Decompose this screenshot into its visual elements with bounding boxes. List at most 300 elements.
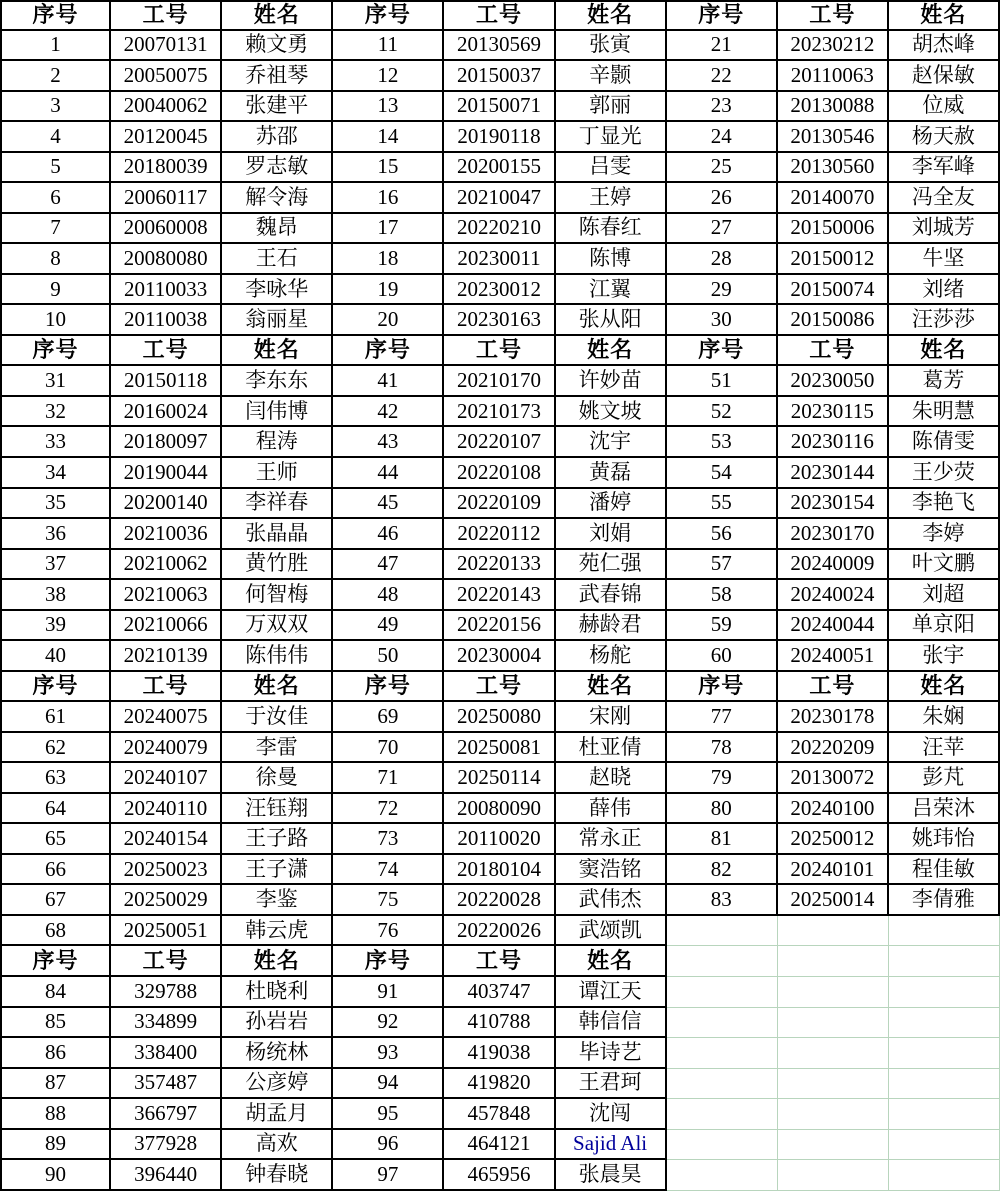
empty-cell[interactable] xyxy=(889,1099,1000,1130)
empty-cell[interactable] xyxy=(889,946,1000,977)
cell-serial[interactable]: 48 xyxy=(333,580,444,611)
cell-serial[interactable]: 74 xyxy=(333,855,444,886)
cell-serial[interactable]: 44 xyxy=(333,458,444,489)
cell-serial[interactable]: 20 xyxy=(333,305,444,336)
cell-name[interactable]: 黄竹胜 xyxy=(222,550,333,581)
cell-employee-id[interactable]: 20110038 xyxy=(111,305,222,336)
cell-name[interactable]: 张建平 xyxy=(222,92,333,123)
cell-serial[interactable]: 32 xyxy=(0,397,111,428)
header-name[interactable]: 姓名 xyxy=(889,672,1000,703)
cell-employee-id[interactable]: 20250012 xyxy=(778,824,889,855)
cell-name[interactable]: 陈倩雯 xyxy=(889,427,1000,458)
cell-employee-id[interactable]: 20210170 xyxy=(444,366,555,397)
cell-employee-id[interactable]: 20250081 xyxy=(444,733,555,764)
cell-serial[interactable]: 65 xyxy=(0,824,111,855)
cell-employee-id[interactable]: 20200140 xyxy=(111,489,222,520)
cell-serial[interactable]: 12 xyxy=(333,61,444,92)
cell-serial[interactable]: 28 xyxy=(667,244,778,275)
cell-name[interactable]: 程佳敏 xyxy=(889,855,1000,886)
cell-name[interactable]: 陈春红 xyxy=(556,214,667,245)
empty-cell[interactable] xyxy=(667,1160,778,1191)
cell-name[interactable]: 李艳飞 xyxy=(889,489,1000,520)
cell-name[interactable]: 沈宇 xyxy=(556,427,667,458)
cell-employee-id[interactable]: 20130546 xyxy=(778,122,889,153)
cell-serial[interactable]: 58 xyxy=(667,580,778,611)
cell-employee-id[interactable]: 20180039 xyxy=(111,153,222,184)
cell-serial[interactable]: 97 xyxy=(333,1160,444,1191)
cell-employee-id[interactable]: 20250014 xyxy=(778,885,889,916)
cell-serial[interactable]: 21 xyxy=(667,31,778,62)
cell-serial[interactable]: 75 xyxy=(333,885,444,916)
cell-name[interactable]: 朱明慧 xyxy=(889,397,1000,428)
cell-name[interactable]: 刘绪 xyxy=(889,275,1000,306)
cell-serial[interactable]: 86 xyxy=(0,1038,111,1069)
cell-employee-id[interactable]: 329788 xyxy=(111,977,222,1008)
cell-employee-id[interactable]: 419820 xyxy=(444,1069,555,1100)
cell-serial[interactable]: 19 xyxy=(333,275,444,306)
header-serial[interactable]: 序号 xyxy=(0,0,111,31)
cell-name[interactable]: 程涛 xyxy=(222,427,333,458)
cell-serial[interactable]: 69 xyxy=(333,702,444,733)
cell-employee-id[interactable]: 366797 xyxy=(111,1099,222,1130)
cell-employee-id[interactable]: 20130088 xyxy=(778,92,889,123)
cell-name[interactable]: 王石 xyxy=(222,244,333,275)
header-employee-id[interactable]: 工号 xyxy=(778,672,889,703)
cell-name[interactable]: 汪莎莎 xyxy=(889,305,1000,336)
cell-name[interactable]: 许妙苗 xyxy=(556,366,667,397)
cell-serial[interactable]: 76 xyxy=(333,916,444,947)
cell-employee-id[interactable]: 20240024 xyxy=(778,580,889,611)
cell-serial[interactable]: 64 xyxy=(0,794,111,825)
cell-name[interactable]: 王子潇 xyxy=(222,855,333,886)
cell-serial[interactable]: 43 xyxy=(333,427,444,458)
cell-name[interactable]: 薛伟 xyxy=(556,794,667,825)
cell-serial[interactable]: 55 xyxy=(667,489,778,520)
cell-serial[interactable]: 96 xyxy=(333,1130,444,1161)
cell-employee-id[interactable]: 20060117 xyxy=(111,183,222,214)
cell-name[interactable]: 张寅 xyxy=(556,31,667,62)
cell-serial[interactable]: 16 xyxy=(333,183,444,214)
cell-name[interactable]: 黄磊 xyxy=(556,458,667,489)
cell-serial[interactable]: 24 xyxy=(667,122,778,153)
cell-employee-id[interactable]: 20240009 xyxy=(778,550,889,581)
cell-name[interactable]: 李祥春 xyxy=(222,489,333,520)
header-name[interactable]: 姓名 xyxy=(556,336,667,367)
empty-cell[interactable] xyxy=(778,1008,889,1039)
header-serial[interactable]: 序号 xyxy=(333,336,444,367)
cell-employee-id[interactable]: 20120045 xyxy=(111,122,222,153)
cell-serial[interactable]: 85 xyxy=(0,1008,111,1039)
cell-name[interactable]: 刘娟 xyxy=(556,519,667,550)
cell-name[interactable]: 吕雯 xyxy=(556,153,667,184)
cell-employee-id[interactable]: 20060008 xyxy=(111,214,222,245)
cell-serial[interactable]: 61 xyxy=(0,702,111,733)
cell-employee-id[interactable]: 20160024 xyxy=(111,397,222,428)
cell-name[interactable]: 苑仁强 xyxy=(556,550,667,581)
cell-serial[interactable]: 22 xyxy=(667,61,778,92)
cell-serial[interactable]: 68 xyxy=(0,916,111,947)
cell-employee-id[interactable]: 20210036 xyxy=(111,519,222,550)
header-serial[interactable]: 序号 xyxy=(333,946,444,977)
cell-employee-id[interactable]: 20150012 xyxy=(778,244,889,275)
cell-name[interactable]: 李军峰 xyxy=(889,153,1000,184)
cell-employee-id[interactable]: 20230115 xyxy=(778,397,889,428)
header-name[interactable]: 姓名 xyxy=(222,946,333,977)
cell-serial[interactable]: 27 xyxy=(667,214,778,245)
empty-cell[interactable] xyxy=(667,1008,778,1039)
empty-cell[interactable] xyxy=(889,1160,1000,1191)
cell-name[interactable]: 冯全友 xyxy=(889,183,1000,214)
cell-employee-id[interactable]: 20150118 xyxy=(111,366,222,397)
cell-employee-id[interactable]: 20110063 xyxy=(778,61,889,92)
cell-name[interactable]: 陈伟伟 xyxy=(222,641,333,672)
cell-employee-id[interactable]: 20210173 xyxy=(444,397,555,428)
empty-cell[interactable] xyxy=(778,1069,889,1100)
cell-name[interactable]: 郭丽 xyxy=(556,92,667,123)
cell-serial[interactable]: 29 xyxy=(667,275,778,306)
cell-employee-id[interactable]: 20250051 xyxy=(111,916,222,947)
cell-serial[interactable]: 37 xyxy=(0,550,111,581)
cell-employee-id[interactable]: 20240107 xyxy=(111,763,222,794)
cell-serial[interactable]: 49 xyxy=(333,611,444,642)
empty-cell[interactable] xyxy=(889,1069,1000,1100)
cell-employee-id[interactable]: 334899 xyxy=(111,1008,222,1039)
cell-serial[interactable]: 23 xyxy=(667,92,778,123)
cell-name[interactable]: 江翼 xyxy=(556,275,667,306)
cell-name[interactable]: 陈博 xyxy=(556,244,667,275)
header-name[interactable]: 姓名 xyxy=(222,0,333,31)
cell-employee-id[interactable]: 20130072 xyxy=(778,763,889,794)
cell-serial[interactable]: 84 xyxy=(0,977,111,1008)
cell-serial[interactable]: 95 xyxy=(333,1099,444,1130)
empty-cell[interactable] xyxy=(889,1038,1000,1069)
cell-employee-id[interactable]: 20190118 xyxy=(444,122,555,153)
cell-name[interactable]: 魏昂 xyxy=(222,214,333,245)
empty-cell[interactable] xyxy=(778,1130,889,1161)
cell-employee-id[interactable]: 20080080 xyxy=(111,244,222,275)
cell-name[interactable]: 翁丽星 xyxy=(222,305,333,336)
cell-serial[interactable]: 26 xyxy=(667,183,778,214)
cell-employee-id[interactable]: 20220107 xyxy=(444,427,555,458)
empty-cell[interactable] xyxy=(778,1160,889,1191)
cell-name[interactable]: 位威 xyxy=(889,92,1000,123)
header-employee-id[interactable]: 工号 xyxy=(111,946,222,977)
cell-name[interactable]: 王师 xyxy=(222,458,333,489)
cell-employee-id[interactable]: 20150086 xyxy=(778,305,889,336)
cell-serial[interactable]: 72 xyxy=(333,794,444,825)
cell-employee-id[interactable]: 20230116 xyxy=(778,427,889,458)
cell-employee-id[interactable]: 20130569 xyxy=(444,31,555,62)
cell-name[interactable]: 张宇 xyxy=(889,641,1000,672)
cell-name[interactable]: 刘城芳 xyxy=(889,214,1000,245)
empty-cell[interactable] xyxy=(889,916,1000,947)
cell-name[interactable]: 钟春晓 xyxy=(222,1160,333,1191)
cell-name[interactable]: 姚文坡 xyxy=(556,397,667,428)
cell-name[interactable]: 苏邵 xyxy=(222,122,333,153)
header-employee-id[interactable]: 工号 xyxy=(778,0,889,31)
cell-name[interactable]: 丁显光 xyxy=(556,122,667,153)
cell-name[interactable]: 武春锦 xyxy=(556,580,667,611)
header-serial[interactable]: 序号 xyxy=(0,336,111,367)
cell-name[interactable]: 汪苹 xyxy=(889,733,1000,764)
cell-serial[interactable]: 66 xyxy=(0,855,111,886)
cell-employee-id[interactable]: 457848 xyxy=(444,1099,555,1130)
cell-name[interactable]: 闫伟博 xyxy=(222,397,333,428)
cell-employee-id[interactable]: 20210066 xyxy=(111,611,222,642)
cell-serial[interactable]: 78 xyxy=(667,733,778,764)
cell-employee-id[interactable]: 20230050 xyxy=(778,366,889,397)
header-serial[interactable]: 序号 xyxy=(667,0,778,31)
cell-serial[interactable]: 63 xyxy=(0,763,111,794)
cell-employee-id[interactable]: 403747 xyxy=(444,977,555,1008)
cell-name[interactable]: 谭江天 xyxy=(556,977,667,1008)
header-employee-id[interactable]: 工号 xyxy=(444,0,555,31)
header-serial[interactable]: 序号 xyxy=(0,672,111,703)
cell-employee-id[interactable]: 20210139 xyxy=(111,641,222,672)
cell-employee-id[interactable]: 20210062 xyxy=(111,550,222,581)
cell-serial[interactable]: 51 xyxy=(667,366,778,397)
cell-serial[interactable]: 91 xyxy=(333,977,444,1008)
cell-name[interactable]: 于汝佳 xyxy=(222,702,333,733)
cell-name[interactable]: 王少荧 xyxy=(889,458,1000,489)
cell-name[interactable]: 公彦婷 xyxy=(222,1069,333,1100)
cell-serial[interactable]: 53 xyxy=(667,427,778,458)
header-name[interactable]: 姓名 xyxy=(556,672,667,703)
cell-name[interactable]: 罗志敏 xyxy=(222,153,333,184)
cell-serial[interactable]: 10 xyxy=(0,305,111,336)
cell-serial[interactable]: 56 xyxy=(667,519,778,550)
cell-serial[interactable]: 39 xyxy=(0,611,111,642)
cell-employee-id[interactable]: 20250029 xyxy=(111,885,222,916)
cell-employee-id[interactable]: 20050075 xyxy=(111,61,222,92)
cell-serial[interactable]: 52 xyxy=(667,397,778,428)
cell-serial[interactable]: 90 xyxy=(0,1160,111,1191)
cell-name[interactable]: 辛颢 xyxy=(556,61,667,92)
cell-serial[interactable]: 80 xyxy=(667,794,778,825)
cell-employee-id[interactable]: 20220143 xyxy=(444,580,555,611)
cell-serial[interactable]: 94 xyxy=(333,1069,444,1100)
empty-cell[interactable] xyxy=(778,1099,889,1130)
cell-serial[interactable]: 11 xyxy=(333,31,444,62)
cell-employee-id[interactable]: 20180104 xyxy=(444,855,555,886)
cell-employee-id[interactable]: 20220156 xyxy=(444,611,555,642)
cell-employee-id[interactable]: 20220028 xyxy=(444,885,555,916)
cell-employee-id[interactable]: 20210063 xyxy=(111,580,222,611)
cell-employee-id[interactable]: 20240101 xyxy=(778,855,889,886)
empty-cell[interactable] xyxy=(778,977,889,1008)
cell-employee-id[interactable]: 20220210 xyxy=(444,214,555,245)
cell-serial[interactable]: 47 xyxy=(333,550,444,581)
cell-name[interactable]: 张从阳 xyxy=(556,305,667,336)
cell-name[interactable]: 张晶晶 xyxy=(222,519,333,550)
empty-cell[interactable] xyxy=(778,916,889,947)
header-serial[interactable]: 序号 xyxy=(667,336,778,367)
cell-employee-id[interactable]: 377928 xyxy=(111,1130,222,1161)
cell-name[interactable]: 乔祖琴 xyxy=(222,61,333,92)
cell-employee-id[interactable]: 20200155 xyxy=(444,153,555,184)
cell-name[interactable]: 王婷 xyxy=(556,183,667,214)
cell-employee-id[interactable]: 20230212 xyxy=(778,31,889,62)
cell-employee-id[interactable]: 20150037 xyxy=(444,61,555,92)
empty-cell[interactable] xyxy=(667,1038,778,1069)
cell-employee-id[interactable]: 20180097 xyxy=(111,427,222,458)
cell-serial[interactable]: 73 xyxy=(333,824,444,855)
cell-employee-id[interactable]: 20240044 xyxy=(778,611,889,642)
cell-employee-id[interactable]: 20250114 xyxy=(444,763,555,794)
cell-name[interactable]: 武颂凯 xyxy=(556,916,667,947)
cell-employee-id[interactable]: 20240075 xyxy=(111,702,222,733)
cell-employee-id[interactable]: 20210047 xyxy=(444,183,555,214)
cell-name[interactable]: 叶文鹏 xyxy=(889,550,1000,581)
cell-name[interactable]: 李咏华 xyxy=(222,275,333,306)
cell-name[interactable]: 解令海 xyxy=(222,183,333,214)
header-serial[interactable]: 序号 xyxy=(667,672,778,703)
cell-name[interactable]: 赵晓 xyxy=(556,763,667,794)
cell-serial[interactable]: 92 xyxy=(333,1008,444,1039)
cell-name[interactable]: 何智梅 xyxy=(222,580,333,611)
header-employee-id[interactable]: 工号 xyxy=(444,336,555,367)
cell-name[interactable]: 赖文勇 xyxy=(222,31,333,62)
cell-employee-id[interactable]: 20240079 xyxy=(111,733,222,764)
cell-employee-id[interactable]: 20250023 xyxy=(111,855,222,886)
cell-name[interactable]: 彭芃 xyxy=(889,763,1000,794)
cell-name[interactable]: 潘婷 xyxy=(556,489,667,520)
cell-name[interactable]: 孙岩岩 xyxy=(222,1008,333,1039)
header-name[interactable]: 姓名 xyxy=(556,946,667,977)
cell-name[interactable]: 窦浩铭 xyxy=(556,855,667,886)
cell-serial[interactable]: 38 xyxy=(0,580,111,611)
cell-serial[interactable]: 89 xyxy=(0,1130,111,1161)
cell-employee-id[interactable]: 20230163 xyxy=(444,305,555,336)
cell-name[interactable]: 韩信信 xyxy=(556,1008,667,1039)
cell-name[interactable]: 常永正 xyxy=(556,824,667,855)
cell-serial[interactable]: 31 xyxy=(0,366,111,397)
cell-employee-id[interactable]: 20230144 xyxy=(778,458,889,489)
empty-cell[interactable] xyxy=(667,1099,778,1130)
cell-employee-id[interactable]: 20240100 xyxy=(778,794,889,825)
cell-serial[interactable]: 14 xyxy=(333,122,444,153)
cell-serial[interactable]: 8 xyxy=(0,244,111,275)
empty-cell[interactable] xyxy=(889,1130,1000,1161)
cell-name[interactable]: 刘超 xyxy=(889,580,1000,611)
empty-cell[interactable] xyxy=(667,1069,778,1100)
cell-serial[interactable]: 93 xyxy=(333,1038,444,1069)
cell-name[interactable]: 汪钰翔 xyxy=(222,794,333,825)
cell-employee-id[interactable]: 20240110 xyxy=(111,794,222,825)
cell-serial[interactable]: 2 xyxy=(0,61,111,92)
cell-employee-id[interactable]: 20110020 xyxy=(444,824,555,855)
cell-name[interactable]: 杜亚倩 xyxy=(556,733,667,764)
cell-name[interactable]: 武伟杰 xyxy=(556,885,667,916)
cell-employee-id[interactable]: 20140070 xyxy=(778,183,889,214)
empty-cell[interactable] xyxy=(889,977,1000,1008)
cell-employee-id[interactable]: 357487 xyxy=(111,1069,222,1100)
cell-serial[interactable]: 82 xyxy=(667,855,778,886)
cell-employee-id[interactable]: 20230011 xyxy=(444,244,555,275)
cell-serial[interactable]: 34 xyxy=(0,458,111,489)
cell-name[interactable]: 徐曼 xyxy=(222,763,333,794)
cell-serial[interactable]: 70 xyxy=(333,733,444,764)
header-serial[interactable]: 序号 xyxy=(333,0,444,31)
empty-cell[interactable] xyxy=(778,946,889,977)
cell-serial[interactable]: 3 xyxy=(0,92,111,123)
cell-name[interactable]: 韩云虎 xyxy=(222,916,333,947)
header-employee-id[interactable]: 工号 xyxy=(444,672,555,703)
cell-serial[interactable]: 45 xyxy=(333,489,444,520)
cell-serial[interactable]: 62 xyxy=(0,733,111,764)
cell-serial[interactable]: 4 xyxy=(0,122,111,153)
cell-name[interactable]: 高欢 xyxy=(222,1130,333,1161)
cell-name[interactable]: 胡孟月 xyxy=(222,1099,333,1130)
cell-employee-id[interactable]: 20240154 xyxy=(111,824,222,855)
cell-serial[interactable]: 54 xyxy=(667,458,778,489)
cell-serial[interactable]: 41 xyxy=(333,366,444,397)
cell-name[interactable]: 王君珂 xyxy=(556,1069,667,1100)
cell-serial[interactable]: 15 xyxy=(333,153,444,184)
header-employee-id[interactable]: 工号 xyxy=(444,946,555,977)
cell-name[interactable]: 李倩雅 xyxy=(889,885,1000,916)
cell-serial[interactable]: 5 xyxy=(0,153,111,184)
header-employee-id[interactable]: 工号 xyxy=(111,0,222,31)
cell-employee-id[interactable]: 20220112 xyxy=(444,519,555,550)
cell-name[interactable]: 胡杰峰 xyxy=(889,31,1000,62)
cell-employee-id[interactable]: 338400 xyxy=(111,1038,222,1069)
cell-name[interactable]: 杨天赦 xyxy=(889,122,1000,153)
cell-employee-id[interactable]: 419038 xyxy=(444,1038,555,1069)
cell-employee-id[interactable]: 20220109 xyxy=(444,489,555,520)
header-employee-id[interactable]: 工号 xyxy=(111,336,222,367)
cell-serial[interactable]: 17 xyxy=(333,214,444,245)
cell-name[interactable]: 牛坚 xyxy=(889,244,1000,275)
empty-cell[interactable] xyxy=(667,1130,778,1161)
cell-employee-id[interactable]: 20150074 xyxy=(778,275,889,306)
header-name[interactable]: 姓名 xyxy=(556,0,667,31)
cell-serial[interactable]: 25 xyxy=(667,153,778,184)
empty-cell[interactable] xyxy=(889,1008,1000,1039)
cell-employee-id[interactable]: 20190044 xyxy=(111,458,222,489)
cell-serial[interactable]: 7 xyxy=(0,214,111,245)
cell-name[interactable]: 朱娴 xyxy=(889,702,1000,733)
cell-serial[interactable]: 71 xyxy=(333,763,444,794)
cell-name[interactable]: 李婷 xyxy=(889,519,1000,550)
cell-serial[interactable]: 83 xyxy=(667,885,778,916)
cell-name[interactable]: 赫龄君 xyxy=(556,611,667,642)
cell-employee-id[interactable]: 20220108 xyxy=(444,458,555,489)
cell-employee-id[interactable]: 20230170 xyxy=(778,519,889,550)
cell-serial[interactable]: 9 xyxy=(0,275,111,306)
empty-cell[interactable] xyxy=(667,916,778,947)
empty-cell[interactable] xyxy=(667,977,778,1008)
cell-serial[interactable]: 1 xyxy=(0,31,111,62)
cell-name[interactable]: 吕荣沐 xyxy=(889,794,1000,825)
cell-name[interactable]: 杨舵 xyxy=(556,641,667,672)
header-employee-id[interactable]: 工号 xyxy=(778,336,889,367)
header-serial[interactable]: 序号 xyxy=(333,672,444,703)
cell-employee-id[interactable]: 464121 xyxy=(444,1130,555,1161)
cell-name[interactable]: 万双双 xyxy=(222,611,333,642)
cell-serial[interactable]: 13 xyxy=(333,92,444,123)
header-name[interactable]: 姓名 xyxy=(889,0,1000,31)
header-name[interactable]: 姓名 xyxy=(889,336,1000,367)
cell-name[interactable]: 宋刚 xyxy=(556,702,667,733)
header-employee-id[interactable]: 工号 xyxy=(111,672,222,703)
header-serial[interactable]: 序号 xyxy=(0,946,111,977)
cell-employee-id[interactable]: 20080090 xyxy=(444,794,555,825)
cell-employee-id[interactable]: 20230154 xyxy=(778,489,889,520)
cell-serial[interactable]: 42 xyxy=(333,397,444,428)
cell-name[interactable]: 李雷 xyxy=(222,733,333,764)
cell-employee-id[interactable]: 20110033 xyxy=(111,275,222,306)
